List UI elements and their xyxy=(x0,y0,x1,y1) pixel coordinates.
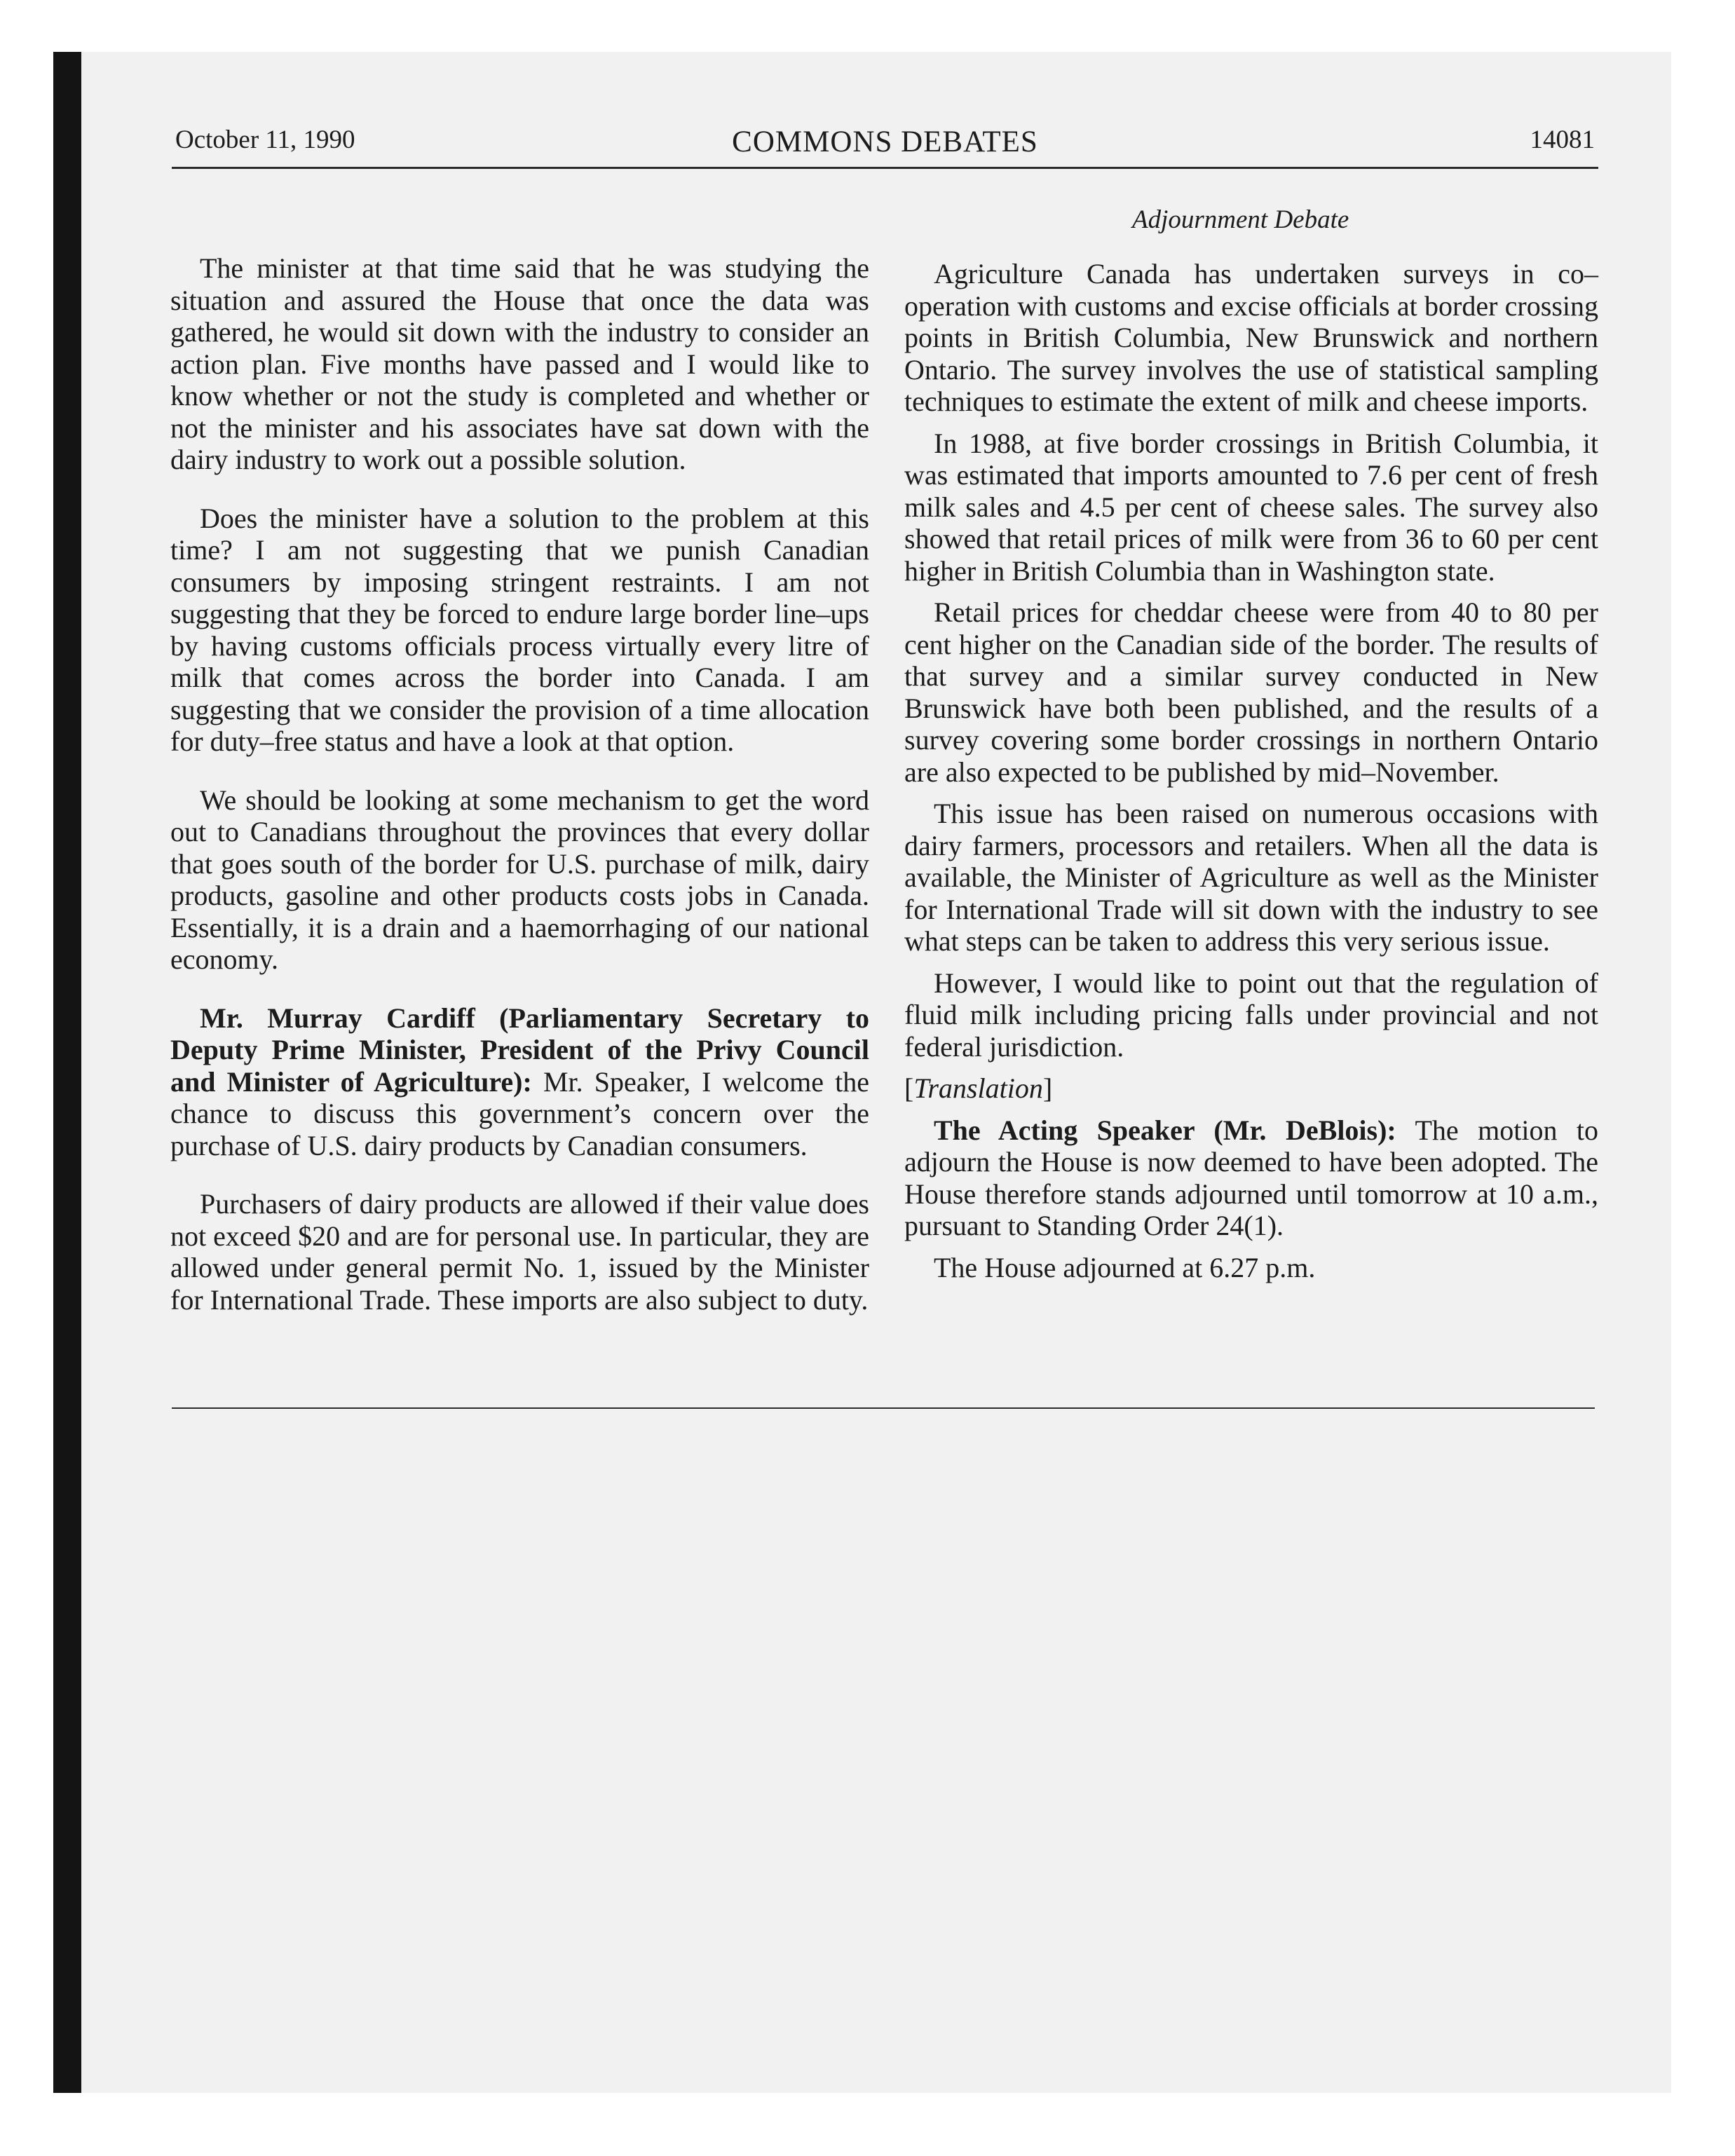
header-page-number: 14081 xyxy=(1530,125,1595,154)
right-paragraph-4: This issue has been raised on numerous occasions with dairy farmers, processors and retailers. When all the data is available, the Minister of Agriculture as well as the Minister for International Trade will sit down with the industry to see what steps can be taken to address this very serious issue. xyxy=(904,798,1598,957)
right-paragraph-3: Retail prices for cheddar cheese were from 40 to 80 per cent higher on the Canadian side of the border. The results of that survey and a similar survey conducted in New Brunswick have both been published, and the results of a survey covering some border crossings in northern Ontario are also expected to be published by mid–November. xyxy=(904,596,1598,788)
right-paragraph-5: However, I would like to point out that the regulation of fluid milk including pricing falls under provincial and not federal jurisdiction. xyxy=(904,967,1598,1063)
header-title: COMMONS DEBATES xyxy=(732,125,1038,158)
left-paragraph-5: Purchasers of dairy products are allowed if their value does not exceed $20 and are for personal use. In particular, they are allowed under general permit No. 1, issued by the Minister for International Trade. These imports are also subject to duty. xyxy=(170,1188,869,1316)
right-column xyxy=(904,258,1598,1293)
translation-note: [Translation] xyxy=(904,1072,1053,1104)
header-rule xyxy=(172,167,1598,169)
right-paragraph-1: Agriculture Canada has undertaken surveys in co–operation with customs and excise officials at border crossing points in British Columbia, New Brunswick and northern Ontario. The survey involves the use of statistical sampling techniques to estimate the extent of milk and cheese imports. xyxy=(904,258,1598,417)
speech-text: Mr. Speaker, I welcome the chance to discuss this government’s concern over the purchase of U.S. dairy products by Canadian consumers. xyxy=(170,1065,869,1161)
left-paragraph-3: We should be looking at some mechanism to get the word out to Canadians throughout the provinces that every dollar that goes south of the border for U.S. purchase of milk, dairy products, gasoline and other products costs jobs in Canada. Essentially, it is a drain and a haemorrhaging of our national economy. xyxy=(170,784,869,975)
running-header xyxy=(175,125,1595,165)
left-paragraph-1: The minister at that time said that he was studying the situation and assured the House that once the data was gathered, he would sit down with the industry to consider an action plan. Five months have passed and I would like to know whether or not the study is completed and whether or not the minister and his associates have sat down with the dairy industry to work out a possible solution. xyxy=(170,252,869,475)
left-column xyxy=(170,252,869,1342)
left-paragraph-4 xyxy=(170,1002,869,1162)
left-paragraph-2: Does the minister have a solution to the problem at this time? I am not suggesting that we punish Canadian consumers by imposing stringent restraints. I am not suggesting that they be forced to endure large border line–ups by having customs officials process virtually every litre of milk that comes across the border into Canada. I am suggesting that we consider the provision of a time allocation for duty–free status and have a look at that option. xyxy=(170,502,869,757)
right-paragraph-2: In 1988, at five border crossings in British Columbia, it was estimated that imports amounted to 7.6 per cent of fresh milk sales and 4.5 per cent of cheese sales. The survey also showed that retail prices of milk were from 36 to 60 per cent higher in British Columbia than in Washington state. xyxy=(904,427,1598,587)
translation-note-text: Translation xyxy=(913,1072,1043,1104)
speaker-name: Mr. Murray Cardiff (Parliamentary Secretary to Deputy Prime Minister, President of the Privy Council and Minister of Agriculture): xyxy=(170,1002,869,1098)
speech-text: The motion to adjourn the House is now deemed to have been adopted. The House therefore stands adjourned until tomorrow at 10 a.m., pursuant to Standing Order 24(1). xyxy=(904,1114,1598,1241)
right-paragraph-7: The House adjourned at 6.27 p.m. xyxy=(934,1251,1316,1283)
speaker-name: The Acting Speaker (Mr. DeBlois): xyxy=(934,1114,1396,1146)
section-label: Adjournment Debate xyxy=(1132,205,1349,234)
right-paragraph-6 xyxy=(904,1114,1598,1242)
end-rule xyxy=(172,1407,1595,1409)
scan-edge-bar xyxy=(53,52,81,2093)
header-date: October 11, 1990 xyxy=(175,125,355,154)
